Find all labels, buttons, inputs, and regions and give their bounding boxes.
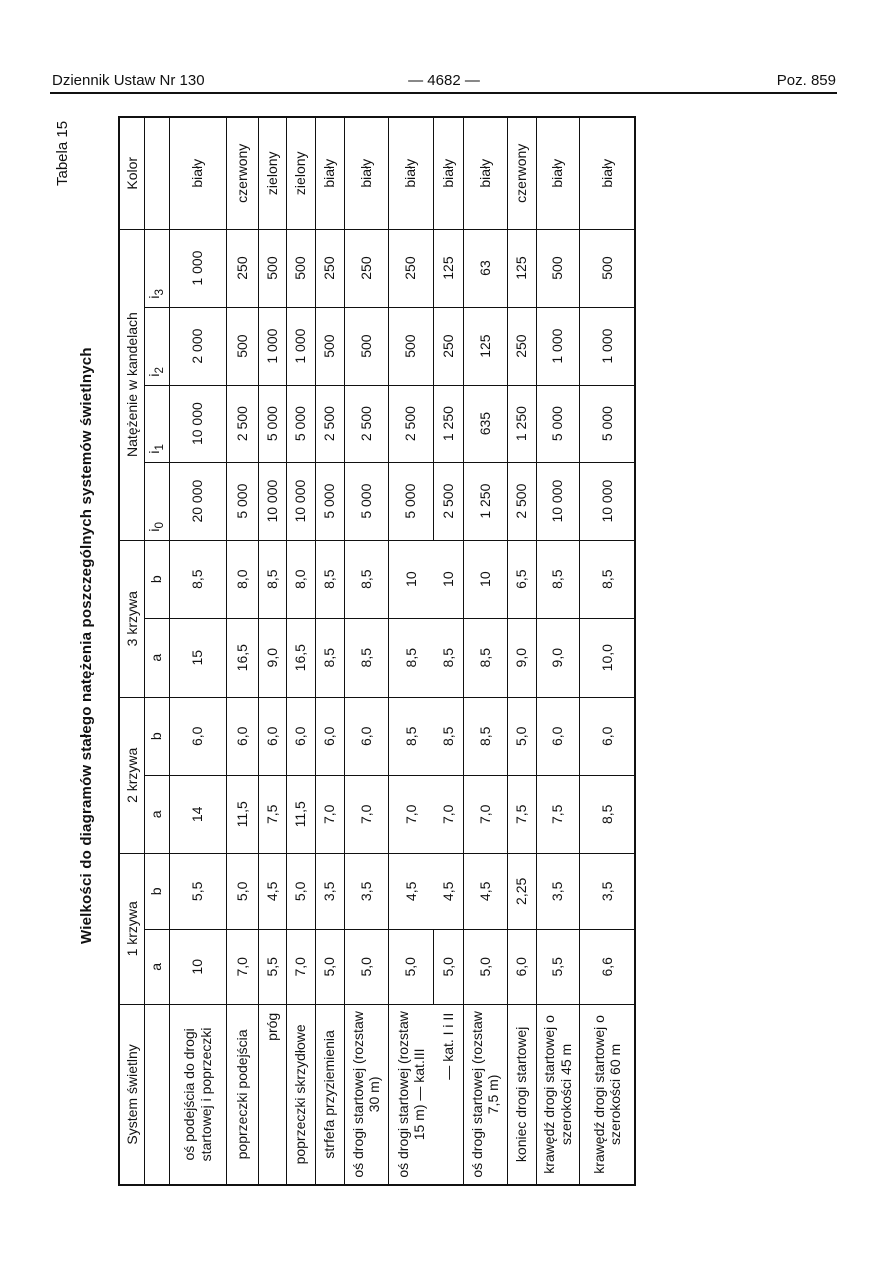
cell-c2-b: 8,5	[463, 697, 507, 775]
header-system: System świetlny	[119, 1004, 144, 1185]
cell-c2-b: 6,0	[344, 697, 388, 775]
table-row	[344, 117, 388, 1185]
cell-i3: 1 000	[169, 229, 226, 307]
cell-i3: 125	[433, 229, 463, 307]
cell-c1-b: 4,5	[258, 853, 286, 929]
cell-i2: 500	[226, 307, 258, 385]
cell-c3-b: 8,0	[286, 540, 315, 618]
cell-i1: 5 000	[286, 385, 315, 462]
cell-color: czerwony	[507, 117, 536, 229]
cell-i2: 1 000	[286, 307, 315, 385]
header-i3: $i_3$	[144, 229, 169, 307]
cell-c2-a: 7,0	[433, 775, 463, 853]
cell-i0: 5 000	[388, 462, 433, 540]
table-row	[579, 117, 635, 1185]
cell-i1: 1 250	[433, 385, 463, 462]
cell-c3-a: 8,5	[315, 618, 344, 697]
cell-c2-b: 8,5	[433, 697, 463, 775]
cell-i1: 2 500	[226, 385, 258, 462]
light-intensity-table	[118, 116, 636, 1186]
cell-i0: 5 000	[344, 462, 388, 540]
system-name: poprzeczki skrzydłowe	[286, 1004, 315, 1185]
cell-c3-b: 10	[433, 540, 463, 618]
cell-i2: 125	[463, 307, 507, 385]
cell-i3: 500	[286, 229, 315, 307]
cell-i0: 10 000	[258, 462, 286, 540]
system-name: krawędź drogi startowej o szerokości 45 m	[536, 1004, 579, 1185]
cell-i3: 63	[463, 229, 507, 307]
cell-i2: 500	[388, 307, 433, 385]
cell-c3-b: 8,5	[579, 540, 635, 618]
cell-c2-b: 8,5	[388, 697, 433, 775]
cell-c2-a: 7,5	[507, 775, 536, 853]
cell-c1-b: 3,5	[344, 853, 388, 929]
header-i0: $i_0$	[144, 462, 169, 540]
table-row	[463, 117, 507, 1185]
cell-i2: 250	[433, 307, 463, 385]
cell-c3-a: 15	[169, 618, 226, 697]
cell-c3-a: 10,0	[579, 618, 635, 697]
header-curve-3: 3 krzywa	[119, 540, 144, 697]
cell-c1-b: 5,5	[169, 853, 226, 929]
cell-c3-b: 8,5	[344, 540, 388, 618]
table-row	[388, 117, 433, 1185]
position-number: Poz. 859	[776, 72, 836, 89]
cell-color: biały	[344, 117, 388, 229]
cell-i3: 500	[536, 229, 579, 307]
table-title: Wielkości do diagramów stałego natężenia poszczególnych systemów świetlnych	[78, 347, 95, 944]
table-row	[226, 117, 258, 1185]
header-c3-a: a	[144, 618, 169, 697]
header-i1: $i_1$	[144, 385, 169, 462]
cell-c2-b: 6,0	[579, 697, 635, 775]
cell-c3-a: 16,5	[286, 618, 315, 697]
cell-c3-a: 8,5	[388, 618, 433, 697]
header-c1-b: b	[144, 853, 169, 929]
header-i2: $i_2$	[144, 307, 169, 385]
header-curve-1: 1 krzywa	[119, 853, 144, 1004]
table-label: Tabela 15	[54, 120, 71, 186]
cell-c2-a: 11,5	[286, 775, 315, 853]
cell-c1-b: 5,0	[286, 853, 315, 929]
cell-c3-b: 8,5	[536, 540, 579, 618]
journal-name: Dziennik Ustaw Nr 130	[52, 72, 205, 89]
table-row	[507, 117, 536, 1185]
cell-c3-b: 8,5	[169, 540, 226, 618]
cell-i3: 250	[344, 229, 388, 307]
cell-c3-a: 16,5	[226, 618, 258, 697]
cell-c2-b: 6,0	[169, 697, 226, 775]
cell-c1-a: 5,0	[388, 929, 433, 1004]
cell-i0: 2 500	[433, 462, 463, 540]
cell-color: zielony	[258, 117, 286, 229]
cell-i1: 5 000	[536, 385, 579, 462]
cell-color: biały	[433, 117, 463, 229]
cell-i2: 250	[507, 307, 536, 385]
system-name: krawędź drogi startowej o szerokości 60 m	[579, 1004, 635, 1185]
cell-i1: 10 000	[169, 385, 226, 462]
cell-c1-a: 10	[169, 929, 226, 1004]
header-c2-b: b	[144, 697, 169, 775]
cell-c3-a: 9,0	[507, 618, 536, 697]
cell-i2: 500	[315, 307, 344, 385]
cell-color: biały	[315, 117, 344, 229]
cell-c1-a: 5,5	[536, 929, 579, 1004]
table-row	[536, 117, 579, 1185]
page-header	[50, 72, 838, 94]
cell-i2: 2 000	[169, 307, 226, 385]
cell-i1: 5 000	[579, 385, 635, 462]
cell-i3: 500	[579, 229, 635, 307]
header-color-blank	[144, 117, 169, 229]
cell-c2-a: 8,5	[579, 775, 635, 853]
table-row	[433, 117, 463, 1185]
system-name: próg	[258, 1004, 286, 1185]
cell-i3: 250	[226, 229, 258, 307]
page-number: — 4682 —	[408, 72, 480, 89]
system-name: koniec drogi startowej	[507, 1004, 536, 1185]
cell-c2-a: 7,5	[258, 775, 286, 853]
cell-i1: 2 500	[315, 385, 344, 462]
cell-c1-b: 5,0	[226, 853, 258, 929]
cell-i1: 2 500	[344, 385, 388, 462]
cell-i3: 125	[507, 229, 536, 307]
cell-c1-b: 3,5	[536, 853, 579, 929]
cell-color: zielony	[286, 117, 315, 229]
cell-i1: 635	[463, 385, 507, 462]
cell-i3: 250	[315, 229, 344, 307]
cell-i1: 1 250	[507, 385, 536, 462]
cell-i0: 20 000	[169, 462, 226, 540]
cell-c3-b: 6,5	[507, 540, 536, 618]
cell-color: czerwony	[226, 117, 258, 229]
cell-c1-a: 5,0	[433, 929, 463, 1004]
cell-c3-b: 10	[388, 540, 433, 618]
cell-i2: 1 000	[579, 307, 635, 385]
cell-c1-a: 7,0	[226, 929, 258, 1004]
cell-c3-b: 8,0	[226, 540, 258, 618]
cell-c1-b: 4,5	[463, 853, 507, 929]
cell-c1-a: 6,0	[507, 929, 536, 1004]
cell-i0: 2 500	[507, 462, 536, 540]
cell-c3-b: 10	[463, 540, 507, 618]
table-row	[315, 117, 344, 1185]
rotated-table-container	[118, 116, 630, 1186]
cell-c2-a: 7,0	[315, 775, 344, 853]
header-system-blank	[144, 1004, 169, 1185]
cell-i1: 5 000	[258, 385, 286, 462]
cell-c2-a: 7,0	[463, 775, 507, 853]
cell-c2-a: 14	[169, 775, 226, 853]
cell-i3: 500	[258, 229, 286, 307]
cell-c2-a: 7,0	[344, 775, 388, 853]
cell-c3-a: 9,0	[536, 618, 579, 697]
cell-c1-b: 2,25	[507, 853, 536, 929]
cell-c2-b: 6,0	[258, 697, 286, 775]
cell-c2-b: 6,0	[315, 697, 344, 775]
cell-i3: 250	[388, 229, 433, 307]
cell-c1-a: 7,0	[286, 929, 315, 1004]
cell-c2-b: 5,0	[507, 697, 536, 775]
cell-color: biały	[388, 117, 433, 229]
header-curve-2: 2 krzywa	[119, 697, 144, 853]
cell-color: biały	[463, 117, 507, 229]
cell-c2-a: 11,5	[226, 775, 258, 853]
header-rule	[50, 92, 837, 94]
cell-i0: 1 250	[463, 462, 507, 540]
table-row	[286, 117, 315, 1185]
cell-c1-a: 5,5	[258, 929, 286, 1004]
cell-c2-b: 6,0	[286, 697, 315, 775]
system-name: oś drogi startowej (rozstaw 30 m)	[344, 1004, 388, 1185]
cell-c2-a: 7,0	[388, 775, 433, 853]
cell-c1-b: 4,5	[433, 853, 463, 929]
header-c3-b: b	[144, 540, 169, 618]
cell-color: biały	[536, 117, 579, 229]
cell-c3-a: 9,0	[258, 618, 286, 697]
system-name: oś drogi startowej (rozstaw 7,5 m)	[463, 1004, 507, 1185]
cell-c1-a: 5,0	[344, 929, 388, 1004]
system-name: — kat. I i II	[433, 1004, 463, 1185]
cell-c1-b: 4,5	[388, 853, 433, 929]
header-c2-a: a	[144, 775, 169, 853]
header-intensity: Natężenie w kandelach	[119, 229, 144, 540]
cell-i2: 500	[344, 307, 388, 385]
cell-c2-a: 7,5	[536, 775, 579, 853]
cell-color: biały	[579, 117, 635, 229]
cell-i2: 1 000	[536, 307, 579, 385]
cell-c3-a: 8,5	[433, 618, 463, 697]
cell-c1-b: 3,5	[315, 853, 344, 929]
system-name: oś drogi startowej (rozstaw 15 m) — kat.III	[388, 1004, 433, 1185]
cell-i1: 2 500	[388, 385, 433, 462]
cell-c3-b: 8,5	[258, 540, 286, 618]
cell-i0: 10 000	[579, 462, 635, 540]
table-row	[258, 117, 286, 1185]
cell-color: biały	[169, 117, 226, 229]
cell-c2-b: 6,0	[536, 697, 579, 775]
cell-i0: 5 000	[226, 462, 258, 540]
system-name: oś podejścia do drogi startowej i poprzeczki	[169, 1004, 226, 1185]
cell-i0: 5 000	[315, 462, 344, 540]
table-row	[169, 117, 226, 1185]
cell-c3-a: 8,5	[463, 618, 507, 697]
cell-c3-b: 8,5	[315, 540, 344, 618]
system-name: strfefa przyziemienia	[315, 1004, 344, 1185]
header-c1-a: a	[144, 929, 169, 1004]
cell-c1-a: 5,0	[315, 929, 344, 1004]
cell-c1-a: 5,0	[463, 929, 507, 1004]
cell-i0: 10 000	[286, 462, 315, 540]
header-color: Kolor	[119, 117, 144, 229]
cell-c1-b: 3,5	[579, 853, 635, 929]
cell-c3-a: 8,5	[344, 618, 388, 697]
cell-i2: 1 000	[258, 307, 286, 385]
cell-i0: 10 000	[536, 462, 579, 540]
cell-c1-a: 6,6	[579, 929, 635, 1004]
cell-c2-b: 6,0	[226, 697, 258, 775]
system-name: poprzeczki podejścia	[226, 1004, 258, 1185]
